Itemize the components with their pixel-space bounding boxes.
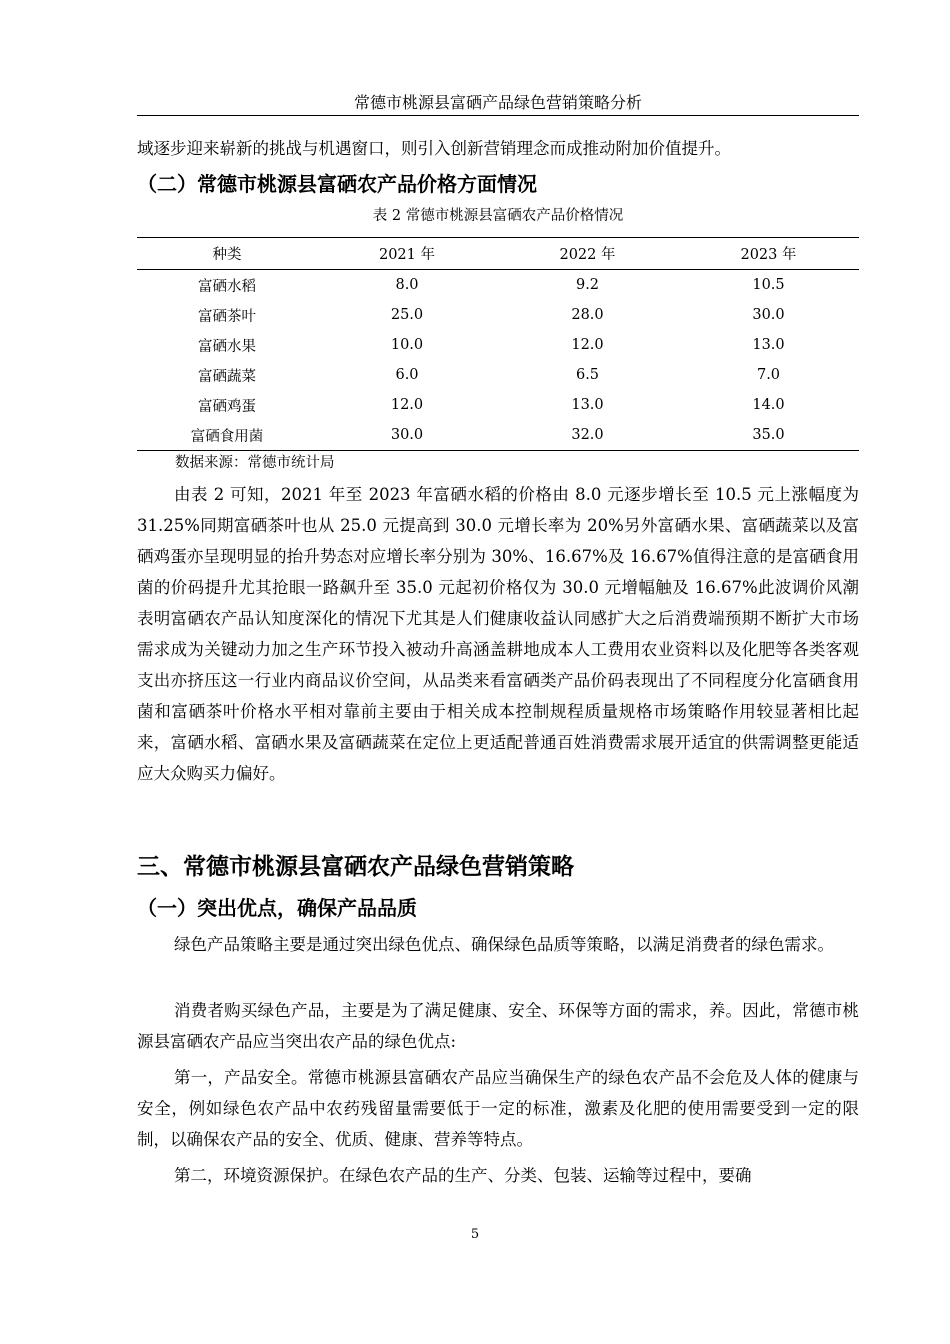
table-cell: 28.0 (571, 307, 604, 323)
price-table (137, 237, 859, 451)
table-cell: 富硒食用菌 (190, 428, 264, 445)
analysis-paragraph: 由表 2 可知，2021 年至 2023 年富硒水稻的价格由 8.0 元逐步增长至 10.5 元上涨幅度为 31.25%同期富硒茶叶也从 25.0 元提高到 30.0 元增长率为 20%另外富硒水果、富硒蔬菜以及富硒鸡蛋亦呈现明显的抬升势态对应增长率分别为 30%、16.67%及 16.67%值得注意的是富硒食用菌的价码提升尤其抢眼一路飙升至 35.0 元起初价格仅为 30.0 元增幅触及 16.67%此波调价风潮表明富硒农产品认知度深化的情况下尤其是人们健康收益认同感扩大之后消费端预期不断扩大市场需求成为关键动力加之生产环节投入被动升高涵盖耕地成本人工费用农业资料以及化肥等各类客观支出亦挤压这一行业内商品议价空间，从品类来看富硒类产品价码表现出了不同程度分化富硒食用菌和富硒茶叶价格水平相对靠前主要由于相关成本控制规程质量规格市场策略作用较显著相比起来，富硒水稻、富硒水果及富硒蔬菜在定位上更适配普通百姓消费需求展开适宜的供需调整更能适应大众购买力偏好。 (137, 485, 859, 783)
running-header: 常德市桃源县富硒产品绿色营销策略分析 (353, 93, 642, 112)
section-3-1-heading: （一）突出优点，确保产品品质 (137, 896, 417, 920)
column-header: 2021 年 (378, 247, 435, 263)
table-cell: 富硒水稻 (198, 278, 256, 295)
table-cell: 12.0 (390, 397, 424, 413)
table-cell: 7.0 (756, 367, 781, 383)
body-paragraph: 第一，产品安全。常德市桃源县富硒农产品应当确保生产的绿色农产品不会危及人体的健康与安全，例如绿色农产品中农药残留量需要低于一定的标准，激素及化肥的使用需要受到一定的限制，以确保农产品的安全、优质、健康、营养等特点。 (137, 1068, 859, 1149)
table-cell: 富硒茶叶 (198, 308, 256, 325)
table-header-row (137, 238, 859, 270)
table-cell: 35.0 (752, 427, 785, 443)
chapter-3-heading: 三、常德市桃源县富硒农产品绿色营销策略 (137, 854, 574, 880)
section-2-heading: （二）常德市桃源县富硒农产品价格方面情况 (137, 172, 537, 196)
body-paragraph: 消费者购买绿色产品，主要是为了满足健康、安全、环保等方面的需求，养。因此，常德市桃源县富硒农产品应当突出农产品的绿色优点: (137, 1001, 859, 1051)
body-paragraph: 绿色产品策略主要是通过突出绿色优点、确保绿色品质等策略，以满足消费者的绿色需求。 (174, 935, 834, 954)
table-row (137, 300, 859, 330)
table-caption: 表 2 常德市桃源县富硒农产品价格情况 (372, 208, 624, 224)
table-cell: 9.2 (575, 277, 600, 293)
table-cell: 10.0 (390, 337, 424, 353)
table-cell: 8.0 (395, 277, 419, 293)
table-cell: 富硒水果 (198, 338, 256, 355)
table-cell: 6.0 (395, 367, 419, 383)
table-cell: 13.0 (571, 397, 604, 413)
table-cell: 32.0 (571, 427, 604, 443)
table-row (137, 330, 859, 360)
intro-line: 域逐步迎来崭新的挑战与机遇窗口，则引入创新营销理念而成推动附加价值提升。 (137, 139, 731, 158)
header-rule (137, 115, 859, 116)
table-cell: 14.0 (752, 397, 785, 413)
data-source-note: 数据来源：常德市统计局 (175, 455, 335, 471)
page-number: 5 (470, 1227, 480, 1242)
table-cell: 25.0 (390, 307, 424, 323)
body-paragraph: 第二，环境资源保护。在绿色农产品的生产、分类、包装、运输等过程中，要确 (174, 1166, 752, 1185)
table-row (137, 360, 859, 390)
table-cell: 富硒蔬菜 (198, 368, 256, 385)
table-cell: 6.5 (575, 367, 600, 383)
table-cell: 10.5 (752, 277, 785, 293)
table-cell: 30.0 (390, 427, 424, 443)
column-header: 种类 (212, 247, 242, 263)
column-header: 2022 年 (559, 247, 616, 263)
table-row (137, 270, 859, 301)
column-header: 2023 年 (740, 247, 797, 263)
table-cell: 12.0 (571, 337, 604, 353)
table-row (137, 420, 859, 451)
table-cell: 富硒鸡蛋 (198, 398, 256, 415)
table-cell: 13.0 (752, 337, 785, 353)
table-cell: 30.0 (752, 307, 785, 323)
table-row (137, 390, 859, 420)
